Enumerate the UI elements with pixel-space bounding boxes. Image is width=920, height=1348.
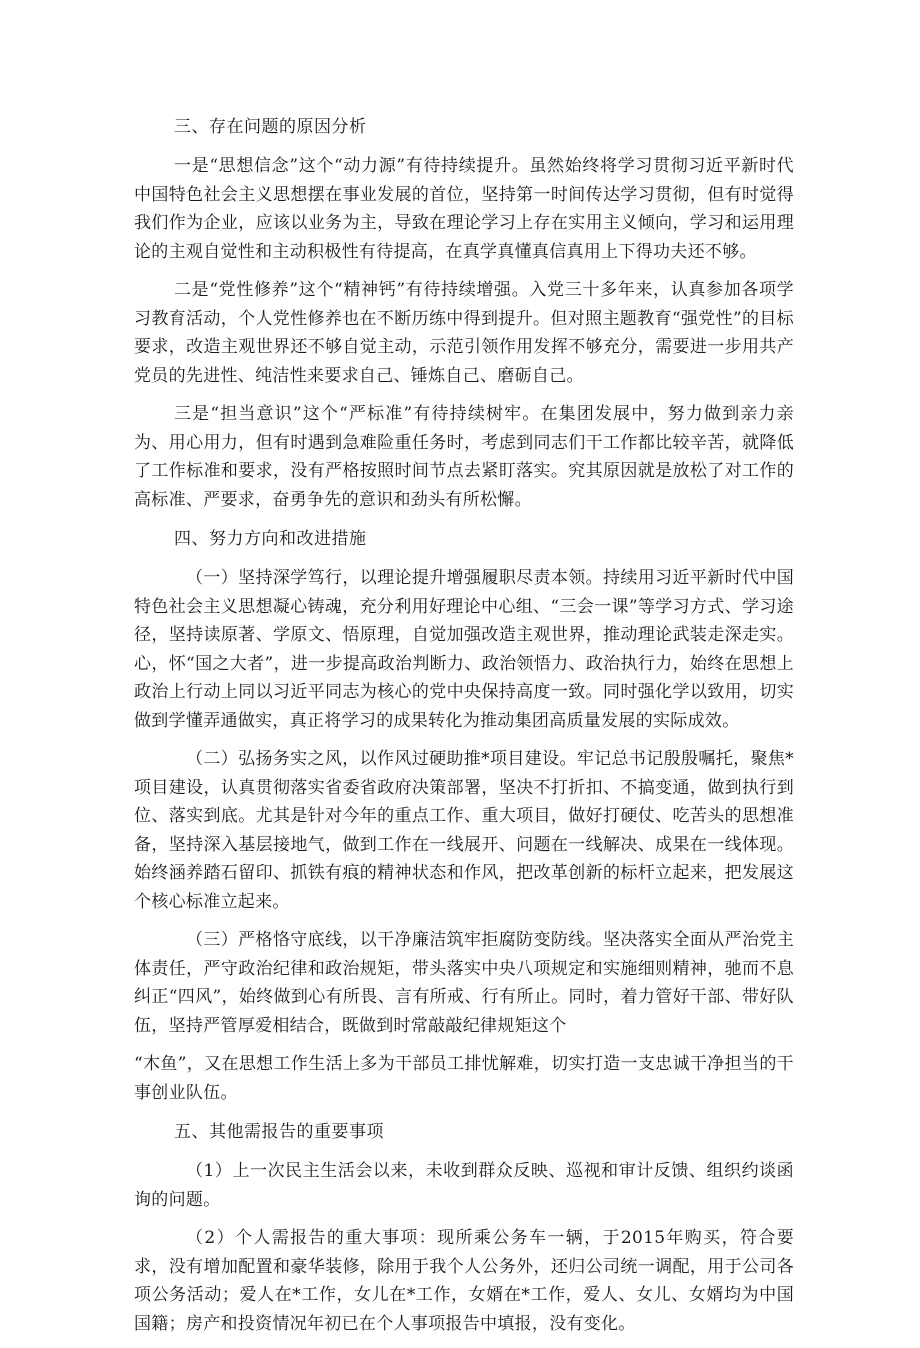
section-3-paragraph-1: 一是“思想信念”这个“动力源”有待持续提升。虽然始终将学习贯彻习近平新时代中国特色社会主义思想摆在事业发展的首位，坚持第一时间传达学习贯彻，但有时觉得我们作为企业，应该以业务为主，导致在理论学习上存在实用主义倾向，学习和运用理论的主观自觉性和主动积极性有待提高，在真学真懂真信真用上下得功夫还不够。 (134, 156, 794, 262)
section-3-heading: 三、存在问题的原因分析 (174, 117, 367, 137)
section-3-paragraph-3: 三是“担当意识”这个“严标准”有待持续树牢。在集团发展中，努力做到亲力亲为、用心用力，但有时遇到急难险重任务时，考虑到同志们干工作都比较辛苦，就降低了工作标准和要求，没有严格按照时间节点去紧盯落实。究其原因就是放松了对工作的高标准、严要求，奋勇争先的意识和劲头有所松懈。 (134, 404, 794, 510)
section-4-heading: 四、努力方向和改进措施 (174, 529, 367, 549)
section-5-paragraph-2: （2）个人需报告的重大事项：现所乘公务车一辆，于2015年购买，符合要求，没有增加配置和豪华装修，除用于我个人公务外，还归公司统一调配，用于公司各项公务活动；爱人在*工作，女儿在*工作，女婿在*工作，爱人、女儿、女婿均为中国国籍；房产和投资情况年初已在个人事项报告中填报，没有变化。 (134, 1228, 794, 1334)
section-4-paragraph-3a: （三）严格恪守底线，以干净廉洁筑牢拒腐防变防线。坚决落实全面从严治党主体责任，严守政治纪律和政治规矩，带头落实中央八项规定和实施细则精神，驰而不息纠正“四风”，始终做到心有所畏、言有所戒、行有所止。同时，着力管好干部、带好队伍，坚持严管厚爱相结合，既做到时常敲敲纪律规矩这个 (134, 930, 794, 1036)
section-4-paragraph-2: （二）弘扬务实之风，以作风过硬助推*项目建设。牢记总书记殷殷嘱托，聚焦*项目建设，认真贯彻落实省委省政府决策部署，坚决不打折扣、不搞变通，做到执行到位、落实到底。尤其是针对今年的重点工作、重大项目，做好打硬仗、吃苦头的思想准备，坚持深入基层接地气，做到工作在一线展开、问题在一线解决、成果在一线体现。始终涵养踏石留印、抓铁有痕的精神状态和作风，把改革创新的标杆立起来，把发展这个核心标准立起来。 (134, 749, 794, 912)
document-page (134, 112, 794, 1348)
section-4-paragraph-1: （一）坚持深学笃行，以理论提升增强履职尽责本领。持续用习近平新时代中国特色社会主义思想凝心铸魂，充分利用好理论中心组、“三会一课”等学习方式、学习途径，坚持读原著、学原文、悟原理，自觉加强改造主观世界，推动理论武装走深走实。心，怀“国之大者”，进一步提高政治判断力、政治领悟力、政治执行力，始终在思想上政治上行动上同以习近平同志为核心的党中央保持高度一致。同时强化学以致用，切实做到学懂弄通做实，真正将学习的成果转化为推动集团高质量发展的实际成效。 (134, 568, 794, 731)
section-5-paragraph-1: （1）上一次民主生活会以来，未收到群众反映、巡视和审计反馈、组织约谈函询的问题。 (134, 1161, 794, 1210)
section-4-paragraph-3b: “木鱼”，又在思想工作生活上多为干部员工排忧解难，切实打造一支忠诚干净担当的干事创业队伍。 (134, 1054, 794, 1103)
section-5-heading: 五、其他需报告的重要事项 (174, 1122, 384, 1142)
section-3-paragraph-2: 二是“党性修养”这个“精神钙”有待持续增强。入党三十多年来，认真参加各项学习教育活动，个人党性修养也在不断历练中得到提升。但对照主题教育“强党性”的目标要求，改造主观世界还不够自觉主动，示范引领作用发挥不够充分，需要进一步用共产党员的先进性、纯洁性来要求自己、锤炼自己、磨砺自己。 (134, 280, 794, 386)
